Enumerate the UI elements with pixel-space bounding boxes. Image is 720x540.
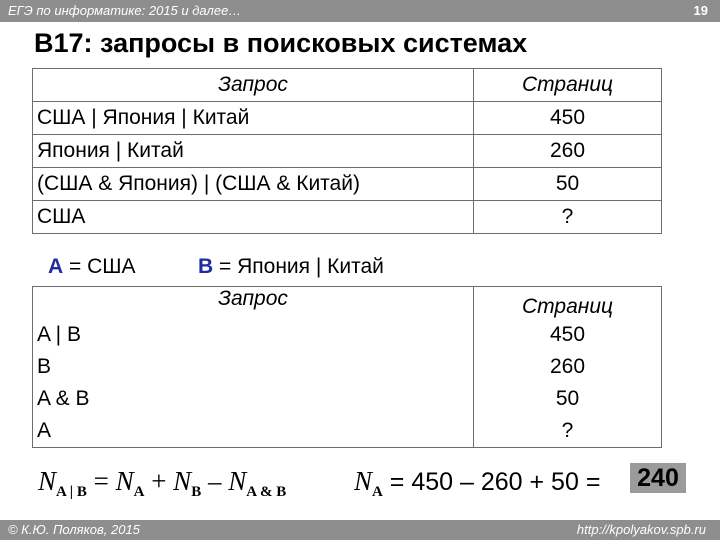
formula-sub-a-and-b: A & B [246, 484, 287, 500]
formula-n: N [115, 466, 134, 496]
definition-a-text: = США [63, 255, 136, 278]
pages-cell: 50 [474, 383, 662, 415]
pages-cell: 260 [474, 351, 662, 383]
query-table-original [32, 68, 662, 234]
footer-bar [0, 520, 720, 540]
formula-n: N [38, 466, 57, 496]
calc-n: N [354, 466, 373, 496]
formula-plus: + [144, 466, 174, 496]
query-cell: (США & Япония) | (США & Китай) [33, 168, 474, 201]
table-row [33, 102, 662, 135]
slide-title: B17: запросы в поисковых системах [34, 28, 528, 58]
definition-a [48, 255, 136, 279]
table-row [33, 168, 662, 201]
header-bar [0, 0, 720, 22]
query-cell: Япония | Китай [33, 135, 474, 168]
answer-box: 240 [630, 463, 686, 493]
formula-eq: = [86, 466, 116, 496]
formula-n: N [173, 466, 192, 496]
formula-sub-a: A [133, 484, 145, 500]
query-cell: B [33, 351, 474, 383]
table-header-row [33, 69, 662, 102]
query-cell: A & B [33, 383, 474, 415]
pages-cell: ? [474, 201, 662, 234]
formula-sub-b: B [191, 484, 202, 500]
calculation [354, 466, 600, 501]
calc-expression: = 450 – 260 + 50 = [382, 468, 601, 496]
query-cell: США [33, 201, 474, 234]
query-table-substituted [32, 286, 662, 448]
pages-cell: 450 [474, 319, 662, 351]
formula-n: N [228, 466, 247, 496]
definition-b-text: = Япония | Китай [213, 255, 384, 278]
pages-cell: 260 [474, 135, 662, 168]
formula-sub-a-or-b: A | B [56, 484, 87, 500]
query-cell: A | B [33, 319, 474, 351]
query-cell: США | Япония | Китай [33, 102, 474, 135]
query-cell: A [33, 415, 474, 448]
table-row [33, 351, 662, 383]
page-number: 19 [693, 3, 708, 18]
table-row [33, 319, 662, 351]
table-row [33, 201, 662, 234]
column-header-pages: Страниц [474, 69, 662, 102]
column-header-pages: Страниц [474, 287, 662, 320]
table-row [33, 383, 662, 415]
column-header-query: Запрос [33, 69, 474, 102]
table-header-row [33, 287, 662, 320]
pages-cell: ? [474, 415, 662, 448]
variable-a: A [48, 255, 64, 278]
pages-cell: 450 [474, 102, 662, 135]
inclusion-exclusion-formula [38, 466, 286, 501]
table-row [33, 135, 662, 168]
pages-cell: 50 [474, 168, 662, 201]
formula-minus: – [201, 466, 229, 496]
definition-b [198, 255, 384, 279]
table-row [33, 415, 662, 448]
calc-sub: A [372, 484, 383, 500]
footer-copyright: © К.Ю. Поляков, 2015 [8, 522, 140, 537]
column-header-query: Запрос [33, 287, 474, 320]
header-title: ЕГЭ по информатике: 2015 и далее… [8, 3, 242, 18]
footer-url: http://kpolyakov.spb.ru [576, 522, 706, 537]
variable-b: B [198, 255, 214, 278]
